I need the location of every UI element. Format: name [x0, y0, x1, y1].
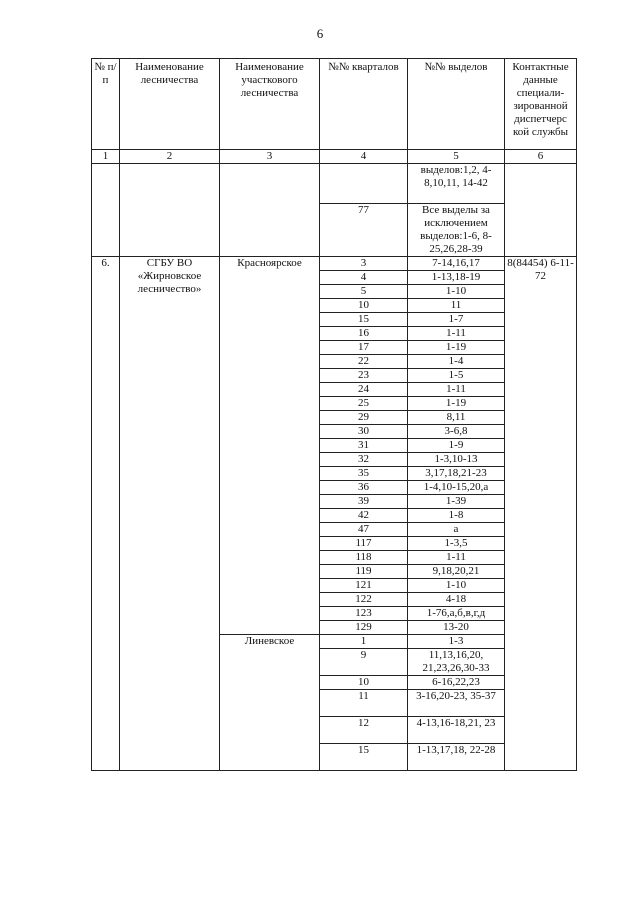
forest-table: [91, 58, 577, 771]
kvartal-cell: 10: [320, 299, 408, 313]
header-row: [92, 59, 577, 150]
vydely-cell: 1-5: [408, 369, 505, 383]
vydely-cell: 1-3: [408, 635, 505, 649]
vydely-cell: 3-16,20-23, 35-37: [408, 690, 505, 717]
kvartal-cell: 129: [320, 621, 408, 635]
kvartal-cell: 42: [320, 509, 408, 523]
kvartal-cell: 119: [320, 565, 408, 579]
kvartal-cell: 117: [320, 537, 408, 551]
table-row: [92, 257, 577, 271]
kvartal-cell: 15: [320, 744, 408, 771]
vydely-cell: 1-13,17,18, 22-28: [408, 744, 505, 771]
kvartal-cell: 122: [320, 593, 408, 607]
contact-phone: 8(84454) 6-11-72: [505, 257, 577, 771]
district-forestry-name: Красноярское: [220, 257, 320, 635]
vydely-cell: 3,17,18,21-23: [408, 467, 505, 481]
header-contacts: Контактные данные специали-зированной диспетчерс кой службы: [505, 59, 577, 150]
vydely-cell: 11: [408, 299, 505, 313]
vydely-cell: выделов:1,2, 4-8,10,11, 14-42: [408, 164, 505, 204]
kvartal-cell: 118: [320, 551, 408, 565]
column-number: 5: [408, 150, 505, 164]
vydely-cell: 4-18: [408, 593, 505, 607]
continuation-empty-cell: [220, 164, 320, 257]
kvartal-cell: 17: [320, 341, 408, 355]
kvartal-cell: 4: [320, 271, 408, 285]
continuation-empty-cell: [92, 164, 120, 257]
kvartal-cell: 12: [320, 717, 408, 744]
vydely-cell: 11,13,16,20, 21,23,26,30-33: [408, 649, 505, 676]
header-district-forestry: Наименование участкового лесничества: [220, 59, 320, 150]
kvartal-cell: 9: [320, 649, 408, 676]
kvartal-cell: 30: [320, 425, 408, 439]
vydely-cell: 1-7: [408, 313, 505, 327]
vydely-cell: 1-4: [408, 355, 505, 369]
header-forestry: Наименование лесничества: [120, 59, 220, 150]
kvartal-cell: 1: [320, 635, 408, 649]
entry-number: 6.: [92, 257, 120, 771]
kvartal-cell: 36: [320, 481, 408, 495]
kvartal-cell: 29: [320, 411, 408, 425]
column-number: 2: [120, 150, 220, 164]
vydely-cell: 7-14,16,17: [408, 257, 505, 271]
kvartal-cell: 31: [320, 439, 408, 453]
kvartal-cell: [320, 164, 408, 204]
vydely-cell: 1-3,5: [408, 537, 505, 551]
header-vydely: №№ выделов: [408, 59, 505, 150]
kvartal-cell: 32: [320, 453, 408, 467]
vydely-cell: 1-39: [408, 495, 505, 509]
continuation-empty-cell: [505, 164, 577, 257]
district-forestry-name: Линевское: [220, 635, 320, 771]
kvartal-cell: 121: [320, 579, 408, 593]
kvartal-cell: 123: [320, 607, 408, 621]
header-kvartals: №№ кварталов: [320, 59, 408, 150]
kvartal-cell: 10: [320, 676, 408, 690]
kvartal-cell: 16: [320, 327, 408, 341]
kvartal-cell: 47: [320, 523, 408, 537]
header-number: № п/п: [92, 59, 120, 150]
kvartal-cell: 3: [320, 257, 408, 271]
vydely-cell: 1-10: [408, 285, 505, 299]
vydely-cell: 1-13,18-19: [408, 271, 505, 285]
column-number: 6: [505, 150, 577, 164]
vydely-cell: 4-13,16-18,21, 23: [408, 717, 505, 744]
kvartal-cell: 15: [320, 313, 408, 327]
kvartal-cell: 24: [320, 383, 408, 397]
vydely-cell: 1-11: [408, 383, 505, 397]
page-number: 6: [316, 26, 324, 41]
vydely-cell: 1-10: [408, 579, 505, 593]
vydely-cell: 1-11: [408, 327, 505, 341]
vydely-cell: 1-19: [408, 341, 505, 355]
vydely-cell: 9,18,20,21: [408, 565, 505, 579]
vydely-cell: 1-8: [408, 509, 505, 523]
continuation-empty-cell: [120, 164, 220, 257]
vydely-cell: 1-4,10-15,20,а: [408, 481, 505, 495]
vydely-cell: 8,11: [408, 411, 505, 425]
vydely-cell: 1-11: [408, 551, 505, 565]
column-number: 4: [320, 150, 408, 164]
vydely-cell: 6-16,22,23: [408, 676, 505, 690]
vydely-cell: а: [408, 523, 505, 537]
vydely-cell: 1-76,а,б,в,г,д: [408, 607, 505, 621]
kvartal-cell: 22: [320, 355, 408, 369]
vydely-cell: 3-6,8: [408, 425, 505, 439]
column-number: 3: [220, 150, 320, 164]
continuation-row: [92, 164, 577, 204]
kvartal-cell: 5: [320, 285, 408, 299]
vydely-cell: 1-19: [408, 397, 505, 411]
column-number: 1: [92, 150, 120, 164]
vydely-cell: 1-9: [408, 439, 505, 453]
column-number-row: [92, 150, 577, 164]
kvartal-cell: 39: [320, 495, 408, 509]
forestry-name: СГБУ ВО «Жирновское лесничество»: [120, 257, 220, 771]
table-body: [92, 59, 577, 771]
vydely-cell: 13-20: [408, 621, 505, 635]
kvartal-cell: 11: [320, 690, 408, 717]
kvartal-cell: 23: [320, 369, 408, 383]
vydely-cell: Все выделы за исключением выделов:1-6, 8-25,26,28-39: [408, 204, 505, 257]
kvartal-cell: 25: [320, 397, 408, 411]
kvartal-cell: 35: [320, 467, 408, 481]
kvartal-cell: 77: [320, 204, 408, 257]
vydely-cell: 1-3,10-13: [408, 453, 505, 467]
